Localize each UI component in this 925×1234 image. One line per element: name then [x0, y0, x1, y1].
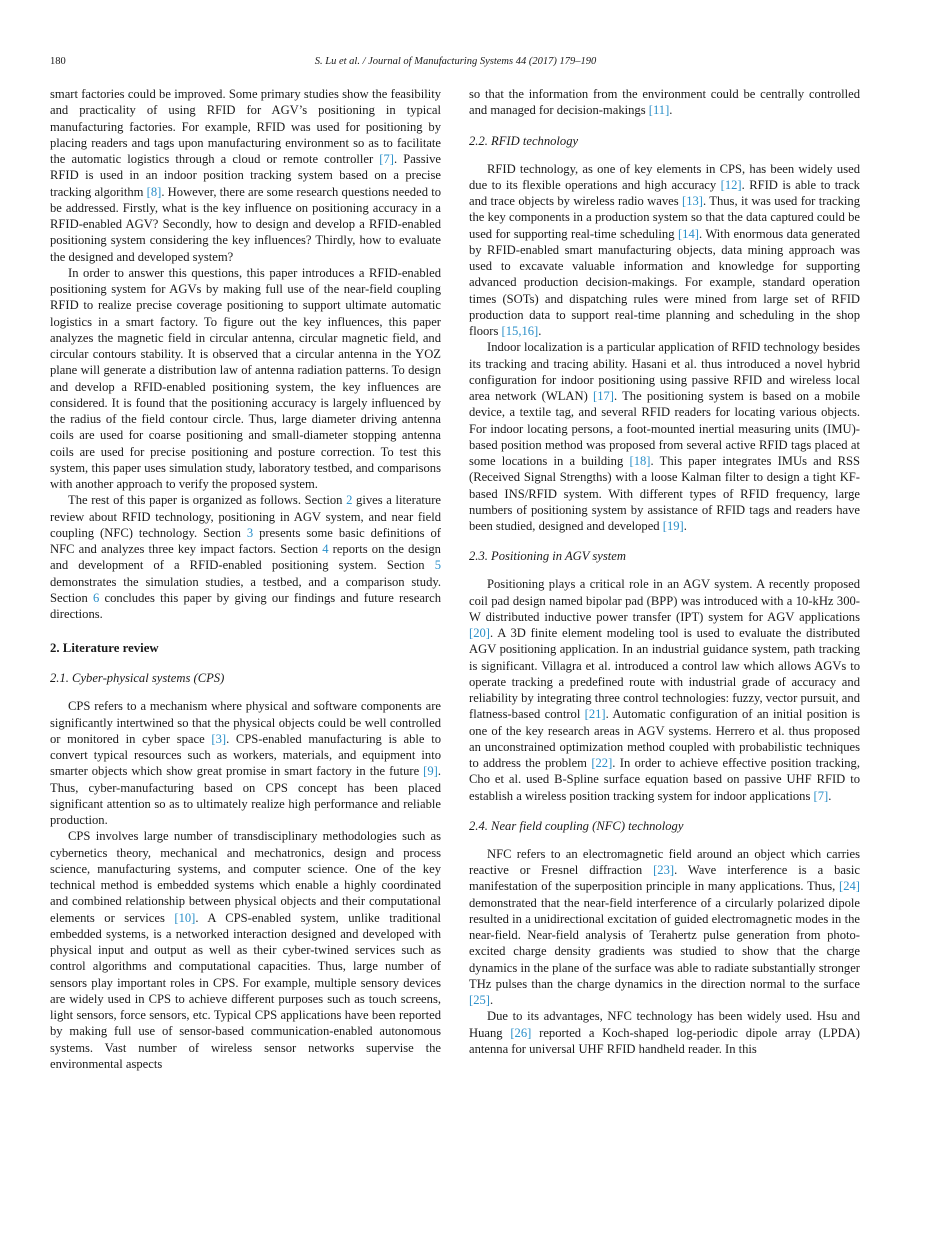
running-header	[50, 56, 861, 70]
subsection-heading: 2.1. Cyber-physical systems (CPS)	[50, 671, 225, 686]
citation-link[interactable]: [14]	[677, 226, 699, 241]
citation-link[interactable]: [8]	[146, 184, 162, 199]
paragraph: RFID technology, as one of key elements in CPS, has been widely used due to its flexible operations and high accuracy [12]. RFID is able to track and trace objects by wireless radio waves [13]. Thus, it was used for tracking the key components in a production system so that the data captured could be used for supporting real-time scheduling [14]. With enormous data generated by RFID-enabled smart manufacturing objects, data mining approach was used to excavate valuable information and knowledge for supporting advanced production decision-makings. For example, standard operation times (SOTs) and dispatching rules were mined from large set of RFID production data to support real-time planning and scheduling in the shop floors [15,16].	[469, 161, 860, 338]
citation-link[interactable]: [23]	[653, 863, 675, 877]
section-link[interactable]: 4	[322, 542, 329, 556]
citation-link[interactable]: [24]	[839, 879, 860, 894]
citation-link[interactable]: [7]	[379, 152, 394, 166]
paragraph: so that the information from the environment could be centrally controlled and managed for decision-makings [11].	[469, 87, 860, 118]
subsection-heading: 2.4. Near field coupling (NFC) technology	[469, 818, 684, 833]
citation-link[interactable]: [21]	[584, 707, 606, 722]
section-link[interactable]: 2	[346, 493, 353, 508]
citation-link[interactable]: [15,16]	[501, 324, 539, 338]
journal-citation: S. Lu et al. / Journal of Manufacturing Systems 44 (2017) 179–190	[314, 56, 597, 67]
paragraph: CPS refers to a mechanism where physical and software components are significantly intertwined so that the physical objects could be well controlled or monitored in cyber space [3]. CPS-enabled manufacturing is able to convert typical resources such as workers, materials, and equipment into smarter objects which show great promise in smart factory in the future [9]. Thus, cyber-manufacturing based on CPS concept has been placed significant attention so as to ultimately realize high performance and reliable production.	[50, 699, 441, 827]
paragraph: CPS involves large number of transdisciplinary methodologies such as cybernetics theory, mechanical and mechatronics, design and process science, manufacturing systems, and computer science. One of the key technical method is embedded systems which enable a highly coordinated and combined relationship between physical objects and their computational elements or services [10]. A CPS-enabled system, unlike traditional embedded systems, is a networked interaction designed and developed with physical input and output as well as their cyber-twined services such as control algorithms and computational capacities. Thus, large number of sensors play important roles in CPS. For example, multiple sensory devices are widely used in CPS to achieve different purposes such as touch screens, light sensors, force sensors, etc. Typical CPS applications have been reported by making full use of sensor-based communication-enabled autonomous systems. Vast number of wireless sensor networks supervise the environmental aspects	[50, 829, 441, 1071]
citation-link[interactable]: [9]	[423, 764, 438, 779]
section-heading: 2. Literature review	[50, 641, 159, 656]
citation-link[interactable]: [10]	[174, 910, 196, 925]
paragraph: Due to its advantages, NFC technology has been widely used. Hsu and Huang [26] reported a Koch-shaped log-periodic dipole array (LPDA) antenna for universal UHF RFID handheld reader. In this	[469, 1009, 860, 1056]
subsection-heading: 2.3. Positioning in AGV system	[469, 549, 626, 564]
citation-link[interactable]: [19]	[662, 519, 684, 533]
section-link[interactable]: 5	[434, 558, 441, 573]
citation-link[interactable]: [17]	[593, 389, 614, 403]
right-column	[469, 86, 860, 1057]
left-column	[50, 86, 441, 1072]
paragraph: NFC refers to an electromagnetic field around an object which carries reactive or Fresnel diffraction [23]. Wave interference is a basic manifestation of the superposition principle in many applications. Thus, [24] demonstrated that the near-field interference of a circularly polarized dipole resulted in a unidirectional excitation of guided electromagnetic modes in the near-field. Near-field analysis of Terahertz pulse generation from photo-excited charge density gradients was studied to show that the charge dynamics in the plane of the surface was able to radiate substantially stronger THz pulses than the charge dynamics in the direction normal to the surface [25].	[469, 846, 860, 1007]
citation-link[interactable]: [26]	[510, 1025, 532, 1040]
paragraph: smart factories could be improved. Some primary studies show the feasibility and practicality of using RFID for AGV’s positioning in typical manufacturing factories. For example, RFID was used for positioning by placing readers and tags upon manufacturing environment so as to facilitate the automatic logistics through a cloud or remote controller [7]. Passive RFID is used in an indoor position tracking system based on a precise tracking algorithm [8]. However, there are some research questions needed to be addressed. Firstly, what is the key influence on positioning accuracy in a RFID-enabled AGV? Secondly, how to design and develop a RFID-enabled positioning system considering the key influences? Thirdly, how to evaluate the designed and developed system?	[50, 87, 442, 264]
citation-link[interactable]: [12]	[720, 177, 742, 192]
citation-link[interactable]: [20]	[469, 626, 490, 640]
section-link[interactable]: 3	[246, 525, 254, 540]
citation-link[interactable]: [7]	[813, 788, 829, 803]
paragraph: Indoor localization is a particular application of RFID technology besides its tracking and tracing ability. Hasani et al. thus introduced a novel hybrid configuration for indoor positioning using passive RFID and wireless local area network (WLAN) [17]. The positioning system is based on a mobile device, a textile tag, and several RFID readers for locating various objects. For indoor locating persons, a foot-mounted inertial measuring units (IMU)-based position method was proposed from several active RFID tags placed at some locations in a building [18]. This paper integrates IMUs and RSS (Received Signal Strengths) with a loose Kalman filter to design a tight KF-based INS/RFID system. With different types of RFID frequency, large numbers of positioning system by assistance of RFID tags and readers have been studied, designed and developed [19].	[469, 340, 860, 533]
paragraph: In order to answer this questions, this paper introduces a RFID-enabled positioning system for AGVs by making full use of the near-field coupling RFID to realize precise coverage positioning to support ultimate automatic logistics in a smart factory. To figure out the key influences, this paper analyzes the magnetic field in circular antenna, circular magnetic field, and circular contours stability. It is observed that a circular antenna in the YOZ plane will generate a distribution law of antenna radiation patterns. To design and develop a RFID-enabled positioning system, the key influences are considered. It is found that the positioning accuracy is largely influenced by the radius of the field contour circle. Thus, large diameter driving antenna coils are used for coarse positioning and small-diameter stopping antenna coils are used for precise positioning and posture correction. To test this system, this paper uses simulation study, laboratory testbed, and comparisons with another approach to verify the proposed system.	[50, 265, 441, 491]
section-link[interactable]: 6	[93, 590, 100, 605]
citation-link[interactable]: [22]	[591, 756, 613, 770]
citation-link[interactable]: [13]	[682, 194, 703, 208]
paragraph: The rest of this paper is organized as follows. Section 2 gives a literature review about RFID technology, positioning in AGV system, and near field coupling (NFC) technology. Section 3 presents some basic definitions of NFC and analyzes three key impact factors. Section 4 reports on the design and development of a RFID-enabled positioning system. Section 5 demonstrates the simulation studies, a testbed, and a comparison study. Section 6 concludes this paper by giving our findings and future research directions.	[50, 493, 441, 621]
citation-link[interactable]: [18]	[629, 454, 651, 468]
citation-link[interactable]: [11]	[648, 103, 670, 118]
citation-link[interactable]: [25]	[469, 993, 490, 1007]
page-number: 180	[50, 56, 66, 67]
paragraph: Positioning plays a critical role in an AGV system. A recently proposed coil pad design named bipolar pad (BPP) was introduced with a 10-kHz 300-W distributed inductive power transfer (IPT) system for AGV applications [20]. A 3D finite element modeling tool is used to evaluate the distributed AGV positioning application. In an industrial guidance system, path tracking is significant. Villagra et al. introduced a control law which allows AGVs to operate tracking a predefined route with industrial grade of accuracy and reliability by integrating three control technologies: fuzzy, vector pursuit, and flatness-based control [21]. Automatic configuration of an initial position is one of the key research areas in AGV systems. Herrero et al. thus proposed an unconstrained optimization method coupled with probabilistic techniques to address the problem [22]. In order to achieve effective position tracking, Cho et al. used B-Spline surface equation based on passive UHF RFID to establish a wireless position tracking system for indoor applications [7].	[469, 577, 860, 803]
subsection-heading: 2.2. RFID technology	[469, 133, 579, 148]
citation-link[interactable]: [3]	[211, 731, 227, 746]
